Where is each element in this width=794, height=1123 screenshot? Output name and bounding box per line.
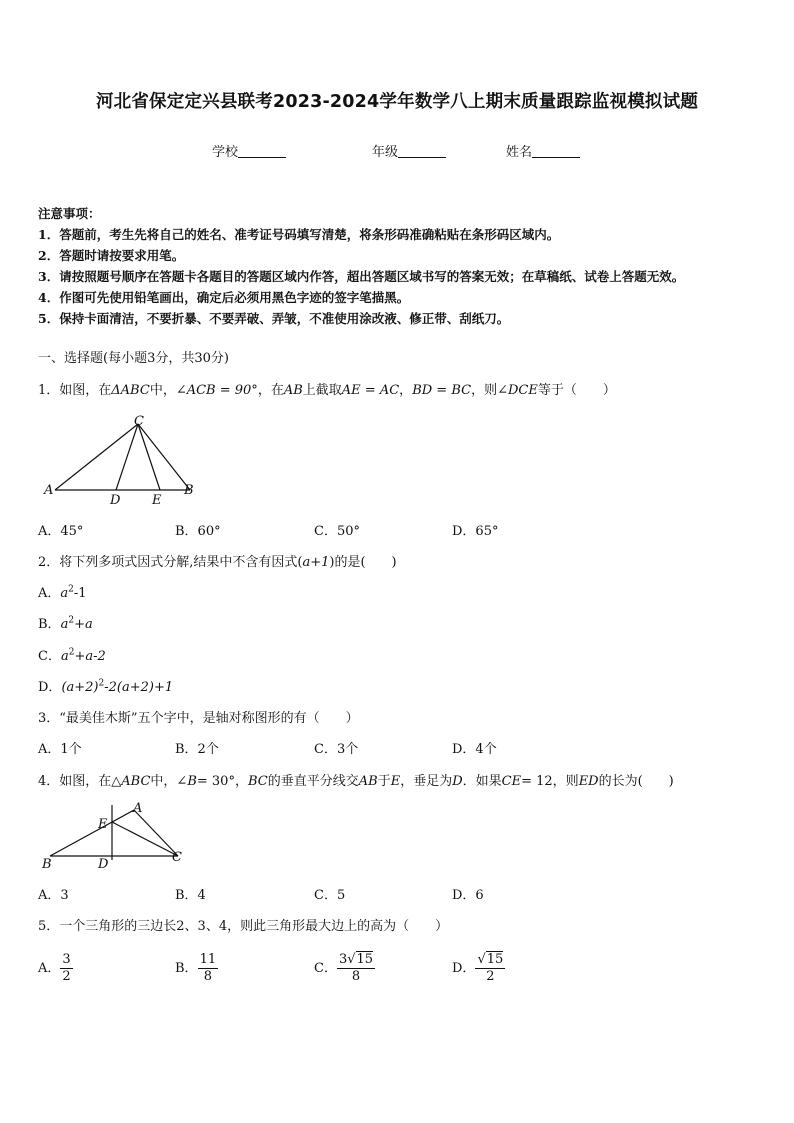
segment-ce	[138, 424, 160, 490]
grade-label: 年级	[372, 145, 399, 160]
option-label: D．	[38, 680, 62, 695]
q1-asked-angle: ∠DCE	[497, 383, 538, 398]
q1-option-b[interactable]: B．60°	[175, 524, 221, 539]
q4-point-e: E	[390, 774, 401, 789]
q3-option-b[interactable]: B．2个	[175, 742, 219, 757]
coefficient: 3	[338, 952, 348, 967]
option-label: B．	[175, 961, 198, 976]
option-label: B．	[38, 617, 61, 632]
q3-option-d[interactable]: D．4个	[452, 742, 497, 757]
notes-item: 2．答题时请按要求用笔。	[38, 248, 185, 263]
q4-option-d[interactable]: D．6	[452, 888, 484, 903]
q4-segment-ab: AB	[358, 774, 378, 789]
q4-angle-b: B	[187, 774, 197, 789]
q4-text-part: 的长为( )	[598, 774, 674, 789]
option-label: A．	[38, 586, 61, 601]
option-base: a	[60, 586, 69, 601]
name-label: 姓名	[506, 145, 533, 160]
label-e: E	[152, 493, 162, 508]
radicand: 15	[356, 952, 374, 967]
option-base: a	[60, 649, 69, 664]
label-d: D	[98, 857, 109, 872]
q1-text-part: 中，	[149, 383, 176, 398]
school-blank	[238, 145, 286, 158]
segment-ac	[55, 424, 138, 490]
notes-heading: 注意事项：	[38, 206, 101, 221]
fraction-denominator: 2	[486, 969, 495, 984]
q4-point-d: D	[452, 774, 463, 789]
q1-text-part: ，则	[471, 383, 498, 398]
fraction-denominator: 8	[351, 969, 361, 984]
q4-text-part: 中，∠	[150, 774, 188, 789]
fraction	[475, 952, 505, 985]
q1-condition-angle: ∠ACB = 90°	[175, 383, 258, 398]
label-c: C	[134, 414, 144, 429]
q3-option-c[interactable]: C．3个	[314, 742, 359, 757]
fraction	[337, 952, 375, 985]
label-e: E	[98, 817, 108, 832]
question-5-text: 5．一个三角形的三边长2、3、4，则此三角形最大边上的高为（ ）	[38, 919, 449, 934]
label-b: B	[184, 483, 194, 498]
q5-option-a[interactable]	[38, 952, 73, 985]
option-exponent: 2	[98, 678, 105, 689]
q4-option-c[interactable]: C．5	[314, 888, 346, 903]
notes-item: 5．保持卡面清洁，不要折暴、不要弄破、弄皱，不准使用涂改液、修正带、刮纸刀。	[38, 311, 510, 326]
q2-option-b[interactable]	[38, 613, 93, 632]
q2-text-part: )的是( )	[329, 555, 397, 570]
segment-ec	[112, 822, 178, 856]
q1-text-part: 等于（ ）	[537, 383, 616, 398]
section-heading: 一、选择题(每小题3分，共30分)	[38, 351, 229, 366]
fraction-denominator: 8	[203, 969, 212, 984]
sqrt-icon: √	[347, 952, 356, 967]
notes-block	[38, 203, 684, 329]
q2-option-a[interactable]	[38, 582, 87, 601]
name-blank	[532, 145, 580, 158]
q4-segment-bc: BC	[247, 774, 268, 789]
q1-condition-ae: AE = AC	[341, 383, 400, 398]
q4-text-part: ，垂足为	[400, 774, 453, 789]
q4-text-part: = 30°，	[196, 774, 248, 789]
q2-text-part: 2．将下列多项式因式分解,结果中不含有因式(	[38, 555, 303, 570]
fraction	[198, 952, 219, 985]
q1-text-part: 上截取	[302, 383, 342, 398]
notes-item: 1．答题前，考生先将自己的姓名、准考证号码填写清楚，将条形码准确粘贴在条形码区域内。	[38, 227, 560, 242]
school-field	[212, 141, 286, 160]
label-d: D	[110, 493, 121, 508]
question-4-text	[38, 770, 674, 789]
fraction-denominator: 2	[62, 969, 71, 984]
fraction	[60, 952, 72, 985]
school-label: 学校	[212, 145, 239, 160]
option-base: (a+2)	[61, 680, 99, 695]
q1-segment-ab: AB	[283, 383, 303, 398]
q1-option-d[interactable]: D．65°	[452, 524, 499, 539]
radicand: 15	[486, 952, 504, 967]
q4-segment-ce: CE	[501, 774, 522, 789]
option-exponent: 2	[68, 615, 75, 626]
option-rest: -2(a+2)+1	[104, 680, 174, 695]
notes-item: 3．请按照题号顺序在答题卡各题目的答题区域内作答，超出答题区域书写的答案无效；在草稿纸、试卷上答题无效。	[38, 269, 685, 284]
page-title: 河北省保定定兴县联考2023-2024学年数学八上期末质量跟踪监视模拟试题	[95, 92, 699, 112]
grade-blank	[398, 145, 446, 158]
q1-condition-bd: BD = BC	[412, 383, 472, 398]
label-b: B	[42, 857, 52, 872]
q3-option-a[interactable]: A．1个	[38, 742, 82, 757]
q4-text-part: 4．如图，在△	[38, 774, 122, 789]
notes-item: 4．作图可先使用铅笔画出，确定后必须用黑色字迹的签字笔描黑。	[38, 290, 410, 305]
question-2-text	[38, 551, 397, 570]
option-rest: +a	[74, 617, 93, 632]
label-a: A	[133, 801, 143, 816]
fraction-numerator	[337, 952, 375, 969]
q4-option-b[interactable]: B．4	[175, 888, 206, 903]
q2-option-d[interactable]	[38, 676, 173, 695]
q1-triangle: ΔABC	[111, 383, 150, 398]
label-a: A	[44, 483, 54, 498]
option-label: C．	[38, 649, 61, 664]
q5-option-d[interactable]	[452, 952, 505, 985]
option-base: a	[60, 617, 69, 632]
q1-option-a[interactable]: A．45°	[38, 524, 84, 539]
option-exponent: 2	[68, 647, 75, 658]
option-rest: -1	[73, 586, 87, 601]
q5-option-b[interactable]	[175, 952, 218, 985]
sqrt-icon: √	[477, 952, 486, 967]
q1-text-part: 1．如图，在	[38, 383, 112, 398]
option-rest: +a-2	[74, 649, 106, 664]
q2-factor: a+1	[302, 555, 330, 570]
q4-text-part: 于	[377, 774, 391, 789]
q4-text-part: 的垂直平分线交	[267, 774, 359, 789]
option-label: A．	[38, 961, 61, 976]
fraction-numerator: 3	[62, 952, 71, 967]
segment-ba	[50, 810, 134, 856]
q4-triangle-figure	[38, 800, 188, 872]
option-label: D．	[452, 961, 476, 976]
question-3-text: 3．“最美佳木斯”五个字中，是轴对称图形的有（ ）	[38, 711, 359, 726]
q2-option-c[interactable]	[38, 645, 106, 664]
q4-text-part: ．如果	[462, 774, 502, 789]
option-exponent: 2	[68, 584, 74, 595]
q5-option-c[interactable]	[314, 952, 375, 985]
q1-text-part: ，	[399, 383, 413, 398]
q1-triangle-figure	[38, 410, 208, 510]
q4-segment-ed: ED	[578, 774, 599, 789]
q1-option-c[interactable]: C．50°	[314, 524, 360, 539]
name-field	[506, 141, 580, 160]
q4-triangle: ABC	[121, 774, 151, 789]
segment-bc	[138, 424, 190, 490]
fraction-numerator	[475, 952, 505, 969]
q1-text-part: ，在	[257, 383, 284, 398]
label-c: C	[172, 850, 182, 865]
segment-cd	[116, 424, 138, 490]
fraction-numerator: 11	[199, 952, 217, 967]
option-label: C．	[314, 961, 337, 976]
question-1-text	[38, 379, 616, 398]
q4-text-part: = 12，则	[521, 774, 579, 789]
grade-field	[372, 141, 446, 160]
q4-option-a[interactable]: A．3	[38, 888, 69, 903]
